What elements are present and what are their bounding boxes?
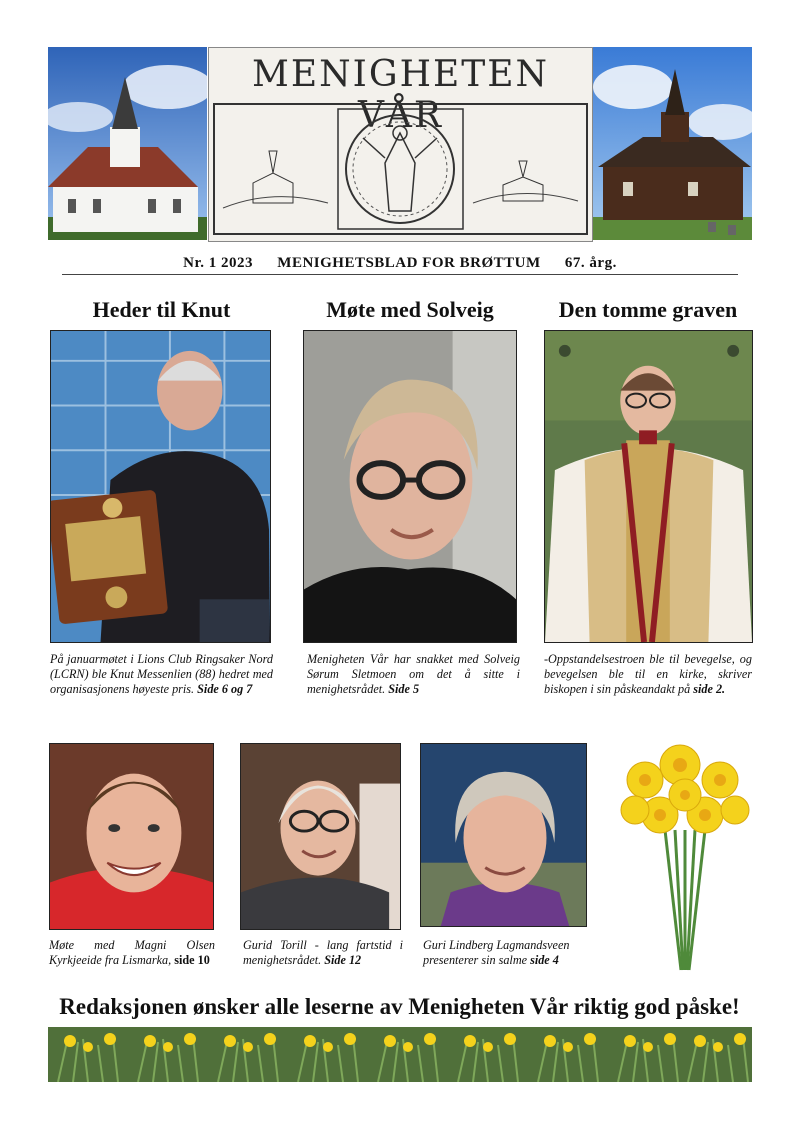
caption-knut-ref: Side 6 og 7: [197, 682, 253, 696]
volume-year: 67. årg.: [564, 255, 617, 271]
photo-bishop: [544, 330, 753, 643]
issue-info-line: [62, 255, 738, 275]
caption-knut-text: På januarmøtet i Lions Club Ringsaker Nord (LCRN) ble Knut Messenlien (88) hedret med organisasjonens høyeste pris.: [50, 652, 273, 696]
masthead-title: MENIGHETEN VÅR: [251, 54, 550, 136]
issue-number: Nr. 1 2023: [183, 255, 254, 271]
photo-gurid: [240, 743, 401, 930]
photo-magni: [49, 743, 214, 930]
caption-solveig-ref: Side 5: [388, 682, 420, 696]
caption-guri: [423, 938, 593, 968]
masthead-banner: [208, 47, 593, 242]
caption-gurid: [243, 938, 403, 968]
caption-solveig-text: Menigheten Vår har snakket med Solveig Sørum Sletmoen om det å sitte i menighetsrådet.: [307, 652, 520, 696]
headline-tomme-graven: Den tomme graven: [558, 297, 738, 322]
caption-gurid-ref: Side 12: [324, 953, 362, 967]
easter-greeting: Redaksjonen ønsker alle leserne av Menigheten Vår riktig god påske!: [59, 994, 740, 1019]
photo-solveig: [303, 330, 517, 643]
caption-magni-text: Møte med Magni Olsen Kyrkjeeide fra Lismarka,: [49, 938, 215, 967]
publication-subtitle: MENIGHETSBLAD FOR BRØTTUM: [277, 255, 541, 271]
daffodil-border-strip: [48, 1027, 752, 1082]
caption-gurid-text: Gurid Torill - lang fartstid i menighetsrådet.: [243, 938, 403, 967]
caption-knut: [50, 652, 273, 697]
church-photo-right: [593, 47, 752, 240]
caption-bishop-text: -Oppstandelsestroen ble til bevegelse, og bevegelsen ble til en kirke, skriver biskopen i sin påskeandakt på: [544, 652, 752, 696]
caption-guri-ref: side 4: [530, 953, 559, 967]
daffodil-bouquet: [615, 740, 755, 975]
caption-guri-text: Guri Lindberg Lagmandsveen presenterer sin salme: [423, 938, 570, 967]
photo-knut-with-plaque: [50, 330, 271, 643]
church-photo-left: [48, 47, 207, 240]
caption-bishop: [544, 652, 752, 697]
headline-knut: Heder til Knut: [92, 297, 231, 322]
caption-solveig: [307, 652, 520, 697]
photo-guri: [420, 743, 587, 927]
caption-magni-ref: side 10: [174, 953, 210, 967]
caption-bishop-ref: side 2.: [693, 682, 726, 696]
masthead-illustration: [213, 103, 588, 235]
headline-solveig: Møte med Solveig: [326, 297, 494, 322]
caption-magni: [49, 938, 215, 968]
